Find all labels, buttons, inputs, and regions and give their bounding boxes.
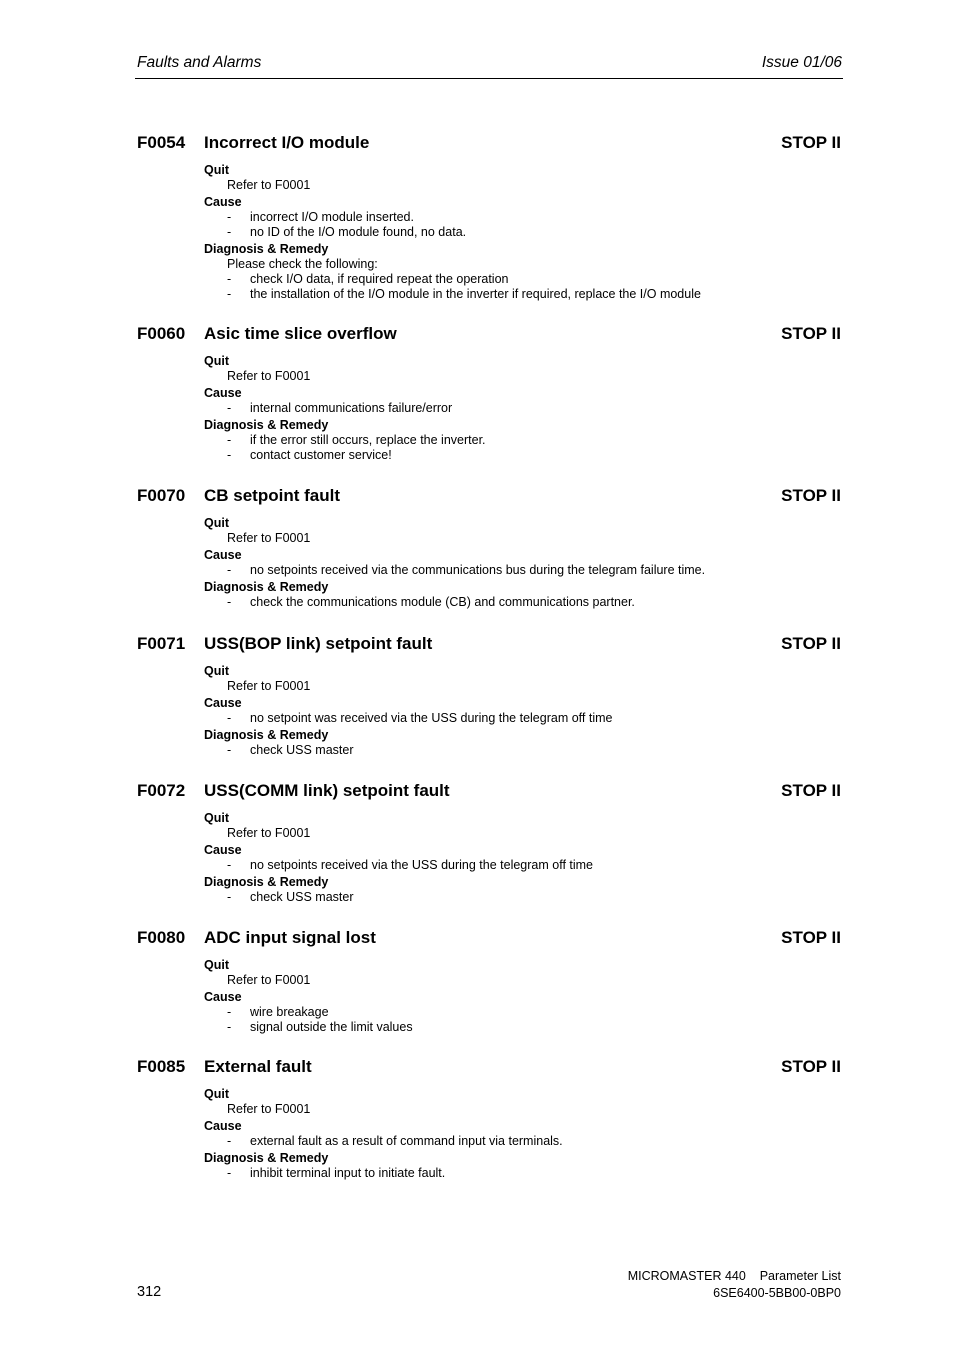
fault-code: F0054	[137, 133, 186, 152]
cause-label: Cause	[204, 1119, 242, 1133]
fault-stop-class: STOP II	[781, 1057, 841, 1076]
cause-item: - signal outside the limit values	[227, 1020, 413, 1034]
fault-body	[204, 811, 841, 905]
quit-text: Refer to F0001	[227, 973, 311, 987]
fault-title: ADC input signal lost	[204, 928, 376, 947]
fault-heading	[137, 133, 841, 155]
cause-item: - internal communications failure/error	[227, 401, 453, 415]
fault-f0085	[137, 1057, 841, 1181]
diagnosis-label: Diagnosis & Remedy	[204, 418, 329, 432]
quit-label: Quit	[204, 664, 229, 678]
fault-body	[204, 163, 841, 302]
diagnosis-item: - check the communications module (CB) and communications partner.	[227, 595, 635, 609]
fault-f0072	[137, 781, 841, 905]
footer-product: MICROMASTER 440 Parameter List	[627, 1269, 841, 1283]
fault-code: F0080	[137, 928, 186, 947]
quit-text: Refer to F0001	[227, 369, 311, 383]
diagnosis-label: Diagnosis & Remedy	[204, 1151, 329, 1165]
diagnosis-item: - inhibit terminal input to initiate fault.	[227, 1166, 446, 1180]
quit-text: Refer to F0001	[227, 826, 311, 840]
fault-title: Asic time slice overflow	[204, 324, 397, 343]
cause-label: Cause	[204, 386, 242, 400]
cause-label: Cause	[204, 843, 242, 857]
fault-heading	[137, 1057, 841, 1079]
fault-f0080	[137, 928, 841, 1035]
cause-item: - external fault as a result of command input via terminals.	[227, 1134, 563, 1148]
diagnosis-label: Diagnosis & Remedy	[204, 580, 329, 594]
fault-code: F0072	[137, 781, 186, 800]
fault-body	[204, 516, 841, 610]
fault-title: CB setpoint fault	[204, 486, 340, 505]
fault-stop-class: STOP II	[781, 634, 841, 653]
fault-code: F0070	[137, 486, 186, 505]
quit-text: Refer to F0001	[227, 1102, 311, 1116]
quit-text: Refer to F0001	[227, 178, 311, 192]
cause-item: - no ID of the I/O module found, no data.	[227, 225, 467, 239]
fault-heading	[137, 486, 841, 508]
fault-body	[204, 1087, 841, 1181]
fault-code: F0085	[137, 1057, 186, 1076]
fault-title: USS(COMM link) setpoint fault	[204, 781, 450, 800]
fault-f0060	[137, 324, 841, 463]
fault-f0071	[137, 634, 841, 758]
fault-body	[204, 664, 841, 758]
cause-item: - no setpoints received via the communications bus during the telegram failure time.	[227, 563, 706, 577]
fault-title: Incorrect I/O module	[204, 133, 370, 152]
cause-label: Cause	[204, 990, 242, 1004]
diagnosis-item: - check USS master	[227, 890, 354, 904]
fault-stop-class: STOP II	[781, 781, 841, 800]
fault-code: F0071	[137, 634, 186, 653]
cause-item: - no setpoints received via the USS during the telegram off time	[227, 858, 594, 872]
diagnosis-label: Diagnosis & Remedy	[204, 728, 329, 742]
diagnosis-label: Diagnosis & Remedy	[204, 242, 329, 256]
fault-title: External fault	[204, 1057, 312, 1076]
cause-label: Cause	[204, 548, 242, 562]
page-number: 312	[137, 1284, 162, 1300]
diagnosis-item: - check USS master	[227, 743, 354, 757]
cause-item: - incorrect I/O module inserted.	[227, 210, 414, 224]
diagnosis-item: - check I/O data, if required repeat the operation	[227, 272, 509, 286]
cause-item: - wire breakage	[227, 1005, 329, 1019]
fault-heading	[137, 928, 841, 950]
header-rule	[135, 78, 843, 79]
fault-heading	[137, 634, 841, 656]
quit-label: Quit	[204, 958, 229, 972]
diagnosis-item: - contact customer service!	[227, 448, 392, 462]
fault-title: USS(BOP link) setpoint fault	[204, 634, 433, 653]
fault-stop-class: STOP II	[781, 928, 841, 947]
quit-label: Quit	[204, 163, 229, 177]
fault-body	[204, 354, 841, 463]
footer-order-number: 6SE6400-5BB00-0BP0	[713, 1286, 841, 1300]
diagnosis-item: - if the error still occurs, replace the inverter.	[227, 433, 486, 447]
cause-label: Cause	[204, 195, 242, 209]
fault-f0054	[137, 133, 841, 302]
diagnosis-label: Diagnosis & Remedy	[204, 875, 329, 889]
cause-item: - no setpoint was received via the USS during the telegram off time	[227, 711, 613, 725]
fault-stop-class: STOP II	[781, 486, 841, 505]
quit-label: Quit	[204, 1087, 229, 1101]
quit-label: Quit	[204, 516, 229, 530]
fault-stop-class: STOP II	[781, 324, 841, 343]
quit-text: Refer to F0001	[227, 679, 311, 693]
header-section-title: Faults and Alarms	[137, 54, 262, 71]
fault-f0070	[137, 486, 841, 610]
cause-label: Cause	[204, 696, 242, 710]
quit-text: Refer to F0001	[227, 531, 311, 545]
header-issue: Issue 01/06	[761, 54, 842, 71]
quit-label: Quit	[204, 811, 229, 825]
fault-stop-class: STOP II	[781, 133, 841, 152]
diagnosis-intro: Please check the following:	[227, 257, 378, 271]
quit-label: Quit	[204, 354, 229, 368]
fault-code: F0060	[137, 324, 186, 343]
diagnosis-item: - the installation of the I/O module in the inverter if required, replace the I/O module	[227, 287, 701, 301]
fault-heading	[137, 324, 841, 346]
fault-heading	[137, 781, 841, 803]
fault-body	[204, 958, 841, 1035]
